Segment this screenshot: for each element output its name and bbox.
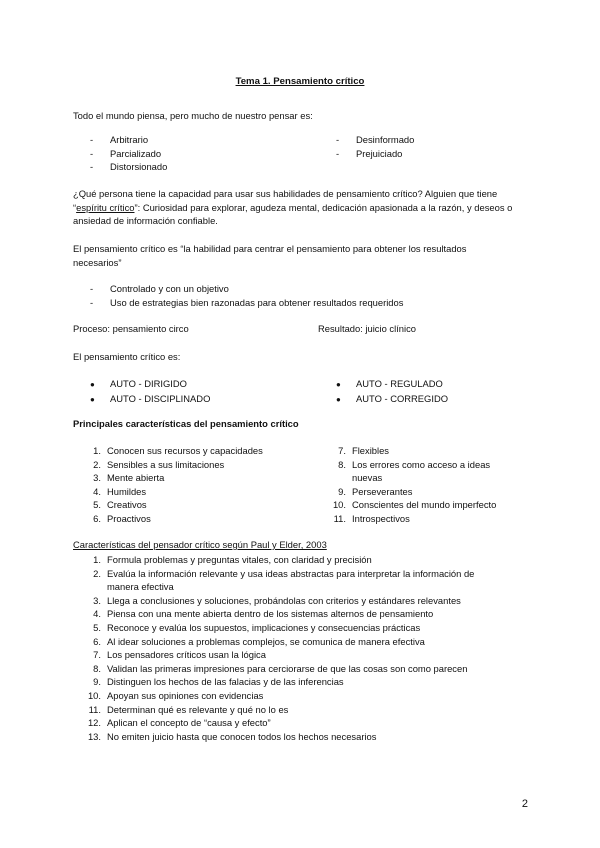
list-item: 1. Formula problemas y preguntas vitales, con claridad y precisión [93, 554, 372, 565]
list-item: 2. Sensibles a sus limitaciones [93, 458, 225, 470]
list-item: 8. Validan las primeras impresiones para cerciorarse de que las cosas son como parecen [93, 662, 468, 674]
list-item: ● AUTO - DIRIGIDO [90, 378, 187, 389]
list-item: - Parcializado [90, 147, 162, 159]
list-item: 7. Flexibles [338, 445, 389, 456]
page-title: Tema 1. Pensamiento crítico [235, 76, 365, 87]
list-item: 13. No emiten juicio hasta que conocen todos los hechos necesarios [87, 730, 377, 742]
list-item: 7. Los pensadores críticos usan la lógica [93, 649, 266, 661]
list-item: 6. Al idear soluciones a problemas complejos, se comunica de manera efectiva [93, 635, 425, 647]
list-item: ● AUTO - REGULADO [336, 378, 443, 389]
list-item: 3. Mente abierta [93, 472, 165, 484]
paul-elder-heading: Características del pensador crítico según Paul y Elder, 2003 [73, 539, 327, 550]
list-item: 12. Aplican el concepto de “causa y efecto” [87, 717, 271, 729]
dash-list-a-left [90, 133, 167, 174]
resultado-text: Resultado: juicio clínico [318, 323, 416, 334]
paul-elder-list [85, 553, 474, 743]
list-item: 5. Creativos [93, 499, 147, 511]
list-item: 6. Proactivos [93, 512, 151, 524]
es-heading: El pensamiento crítico es: [73, 351, 181, 362]
proceso-text: Proceso: pensamiento circo [73, 323, 189, 334]
page-number: 2 [521, 798, 528, 810]
definition-paragraph: El pensamiento crítico es “la habilidad para centrar el pensamiento para obtener los resultados necesarios” [73, 243, 467, 268]
list-item: 9. Perseverantes [338, 485, 413, 497]
list-item: - Distorsionado [90, 161, 168, 173]
list-item: 8. Los errores como acceso a ideas nuevas [338, 458, 491, 484]
espiritu-critico-link: espíritu crítico [76, 201, 135, 213]
main-characteristics-heading: Principales características del pensamiento crítico [73, 418, 299, 429]
list-item: 4. Piensa con una mente abierta dentro de los sistemas alternos de pensamiento [93, 608, 434, 620]
bullets-right [336, 377, 448, 406]
intro-text: Todo el mundo piensa, pero mucho de nuestro pensar es: [73, 110, 313, 121]
list-item: 1. Conocen sus recursos y capacidades [93, 445, 263, 456]
list-item: 5. Reconoce y evalúa los supuestos, implicaciones y consecuencias prácticas [93, 621, 421, 633]
list-item: ● AUTO - DISCIPLINADO [90, 392, 211, 404]
list-item: - Controlado y con un objetivo [90, 283, 229, 294]
list-item: 11. Determinan qué es relevante y qué no lo es [88, 703, 289, 715]
list-item: - Arbitrario [90, 134, 149, 145]
dash-list-a-right [336, 133, 414, 160]
list-item: 10. Apoyan sus opiniones con evidencias [87, 689, 264, 701]
list-item: 3. Llega a conclusiones y soluciones, probándolas con criterios y estándares relevantes [93, 594, 461, 606]
list-item: 10. Conscientes del mundo imperfecto [332, 499, 497, 511]
list-item: 4. Humildes [93, 485, 147, 497]
list-item: 9. Distinguen los hechos de las falacias y de las inferencias [93, 676, 344, 688]
dash-list-b [90, 282, 403, 309]
bullets-left [90, 377, 210, 406]
question-paragraph: ¿Qué persona tiene la capacidad para usar sus habilidades de pensamiento crítico? Alguien que tiene “espíritu crítico”: Curiosidad para explorar, agudeza mental, dedicación apasionada a la razón, y deseos o ansiedad de información confiable. [73, 188, 513, 226]
chars-left-list [85, 444, 263, 526]
list-item: - Uso de estrategias bien razonadas para obtener resultados requeridos [90, 296, 404, 308]
list-item: 2. Evalúa la información relevante y usa ideas abstractas para interpretar la información de manera efectiva [93, 567, 475, 593]
chars-right-list [330, 444, 496, 526]
list-item: 11. Introspectivos [333, 512, 410, 524]
list-item: - Desinformado [336, 134, 415, 145]
list-item: - Prejuiciado [336, 147, 403, 159]
list-item: ● AUTO - CORREGIDO [336, 392, 449, 404]
